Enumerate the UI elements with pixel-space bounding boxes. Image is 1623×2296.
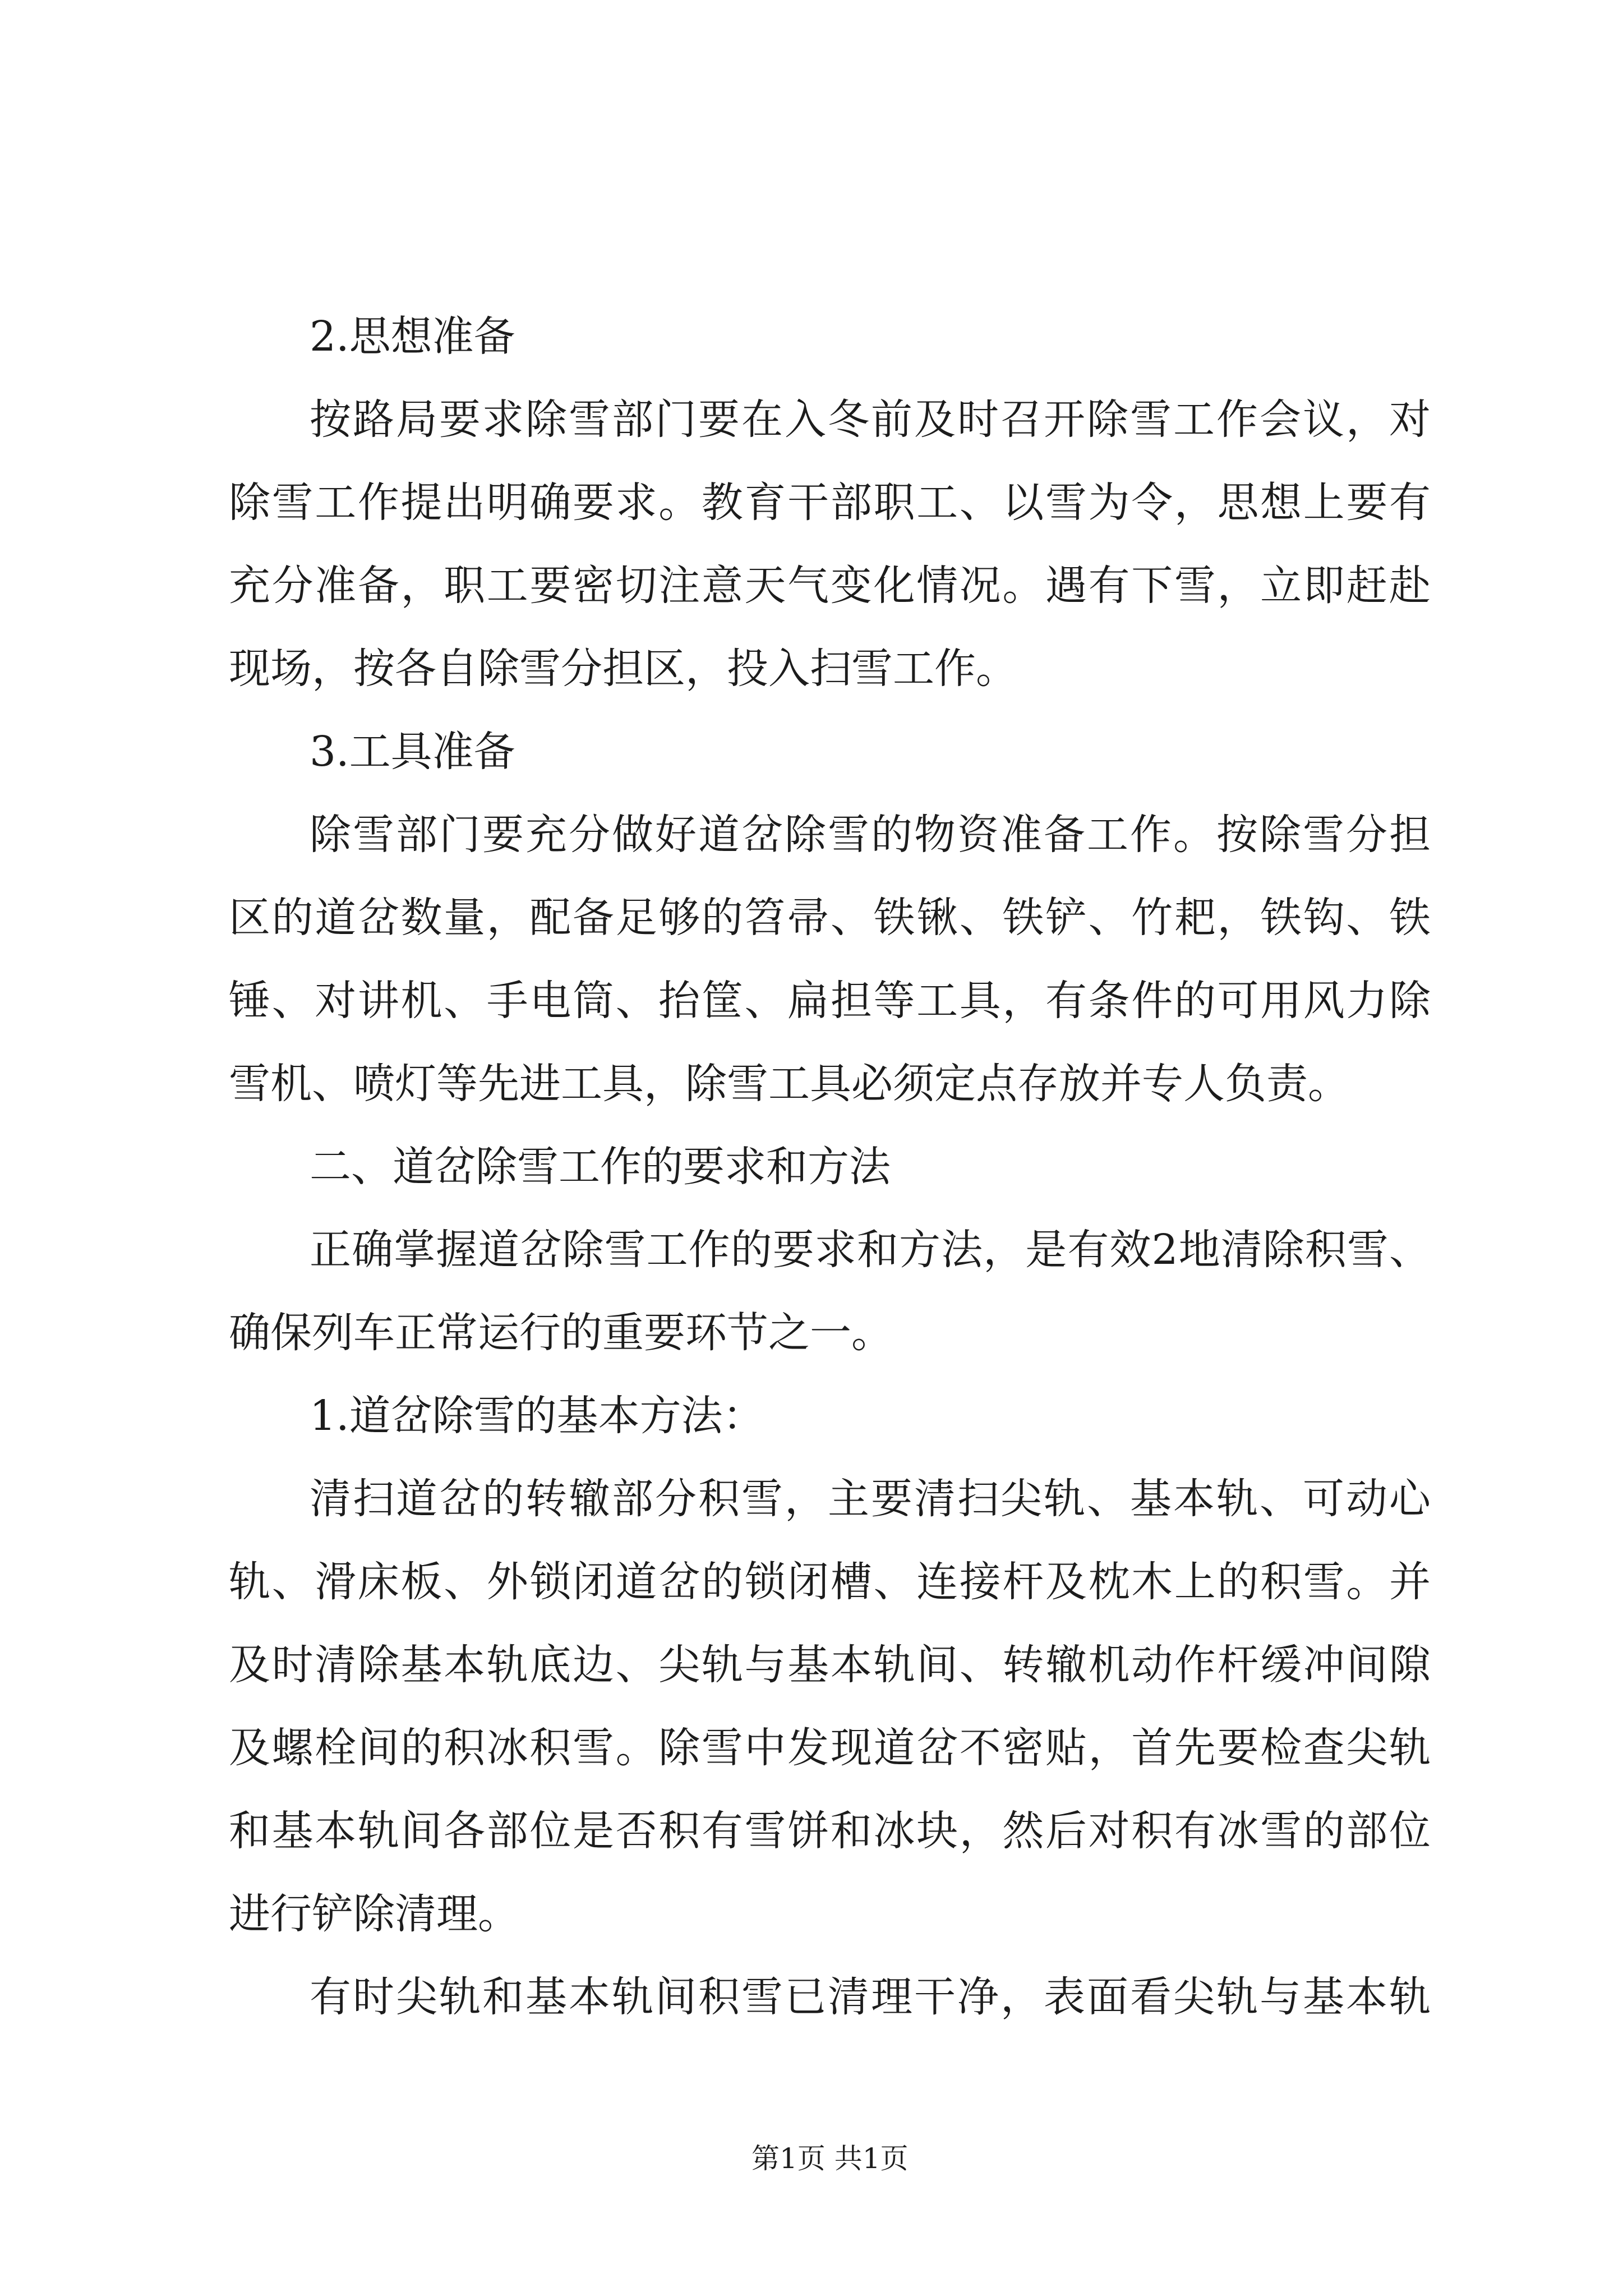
paragraph-line: 确保列车正常运行的重要环节之一。 [229,1309,893,1357]
section-heading: 2.思想准备 [310,312,515,361]
paragraph-line: 清扫道岔的转辙部分积雪，主要清扫尖轨、基本轨、可动心 [310,1475,1431,1523]
paragraph-line: 按路局要求除雪部门要在入冬前及时召开除雪工作会议，对 [310,395,1431,444]
paragraph-line: 及螺栓间的积冰积雪。除雪中发现道岔不密贴，首先要检查尖轨 [229,1724,1431,1772]
paragraph-line: 现场，按各自除雪分担区，投入扫雪工作。 [229,645,1017,693]
paragraph-line: 雪机、喷灯等先进工具，除雪工具必须定点存放并专人负责。 [229,1060,1349,1108]
section-heading: 3.工具准备 [310,728,515,776]
paragraph-line: 锤、对讲机、手电筒、抬筐、扁担等工具，有条件的可用风力除 [229,977,1431,1025]
paragraph-line: 正确掌握道岔除雪工作的要求和方法，是有效2地清除积雪、 [310,1226,1431,1274]
paragraph-line: 有时尖轨和基本轨间积雪已清理干净，表面看尖轨与基本轨 [310,1973,1431,2021]
paragraph-line: 除雪部门要充分做好道岔除雪的物资准备工作。按除雪分担 [310,811,1431,859]
paragraph-line: 及时清除基本轨底边、尖轨与基本轨间、转辙机动作杆缓冲间隙 [229,1641,1431,1689]
section-heading: 1.道岔除雪的基本方法： [310,1392,764,1440]
paragraph-line: 和基本轨间各部位是否积有雪饼和冰块，然后对积有冰雪的部位 [229,1807,1431,1855]
paragraph-line: 区的道岔数量，配备足够的笤帚、铁锹、铁铲、竹耙，铁钩、铁 [229,894,1431,942]
paragraph-line: 除雪工作提出明确要求。教育干部职工、以雪为令，思想上要有 [229,478,1431,527]
section-heading: 二、道岔除雪工作的要求和方法 [310,1143,891,1191]
page-number-footer: 第1页 共1页 [751,2142,909,2175]
paragraph-line: 轨、滑床板、外锁闭道岔的锁闭槽、连接杆及枕木上的积雪。并 [229,1558,1431,1606]
text-column [229,295,1431,2039]
paragraph-line: 充分准备，职工要密切注意天气变化情况。遇有下雪，立即赶赴 [229,562,1431,610]
paragraph-line: 进行铲除清理。 [229,1890,519,1938]
